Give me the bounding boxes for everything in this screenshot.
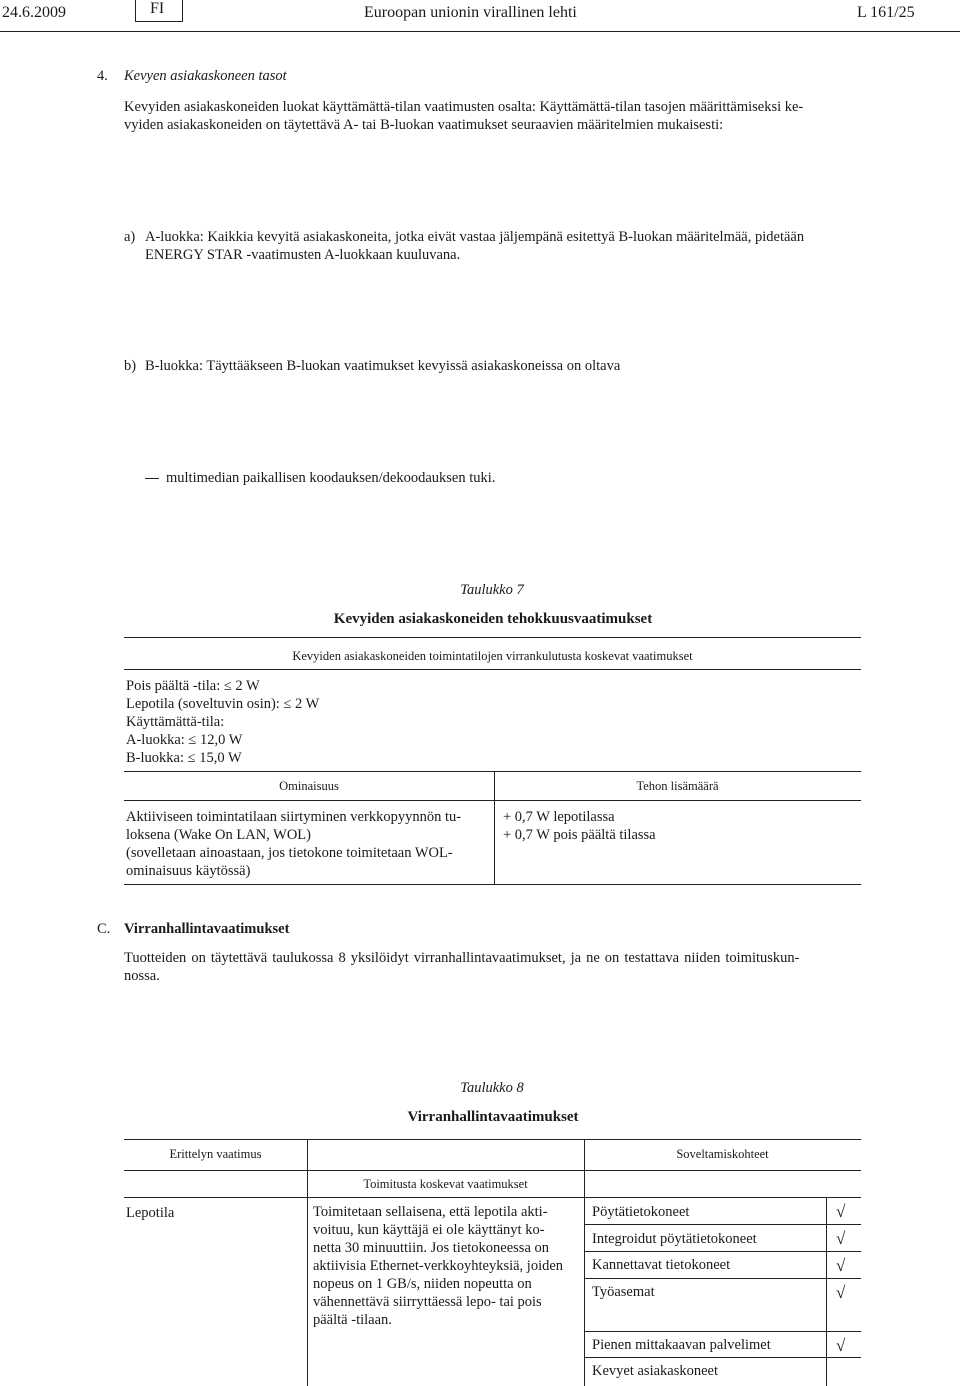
table7-limits-rule (124, 771, 861, 772)
journal-title: Euroopan unionin virallinen lehti (364, 4, 577, 21)
allowance-off: + 0,7 W pois päältä tilassa (503, 827, 656, 843)
section-c-letter: C. (97, 921, 111, 937)
section-c-line-2: nossa. (124, 968, 160, 984)
description-line-2: voituu, kun käyttäjä ei ole käyttänyt ko- (313, 1222, 545, 1238)
description-line-4: aktiivisia Ethernet-verkkoyhteyksiä, joiden (313, 1258, 564, 1274)
limit-class-a: A-luokka: ≤ 12,0 W (126, 732, 243, 748)
description-line-6: vähennettävä siirryttäessä lepo- tai pois (313, 1294, 542, 1310)
table7-header-rule (124, 669, 861, 670)
limit-sleep: Lepotila (soveltuvin osin): ≤ 2 W (126, 696, 320, 712)
page-reference: L 161/25 (857, 4, 915, 21)
target-check-5: √ (836, 1336, 846, 1355)
table7-feature-cell (126, 808, 488, 880)
section-title: Kevyen asiakaskoneen tasot (124, 68, 287, 84)
description-line-1: Toimitetaan sellaisena, että lepotila akti- (313, 1204, 548, 1220)
table7-limits (126, 677, 319, 767)
table8-row-label: Lepotila (126, 1205, 175, 1221)
table7-col-divider (494, 771, 495, 884)
table7-caption: Taulukko 7 (460, 582, 524, 598)
header-rule (0, 31, 960, 32)
table8-top-rule (124, 1139, 861, 1140)
table7-bottom-rule (124, 884, 861, 885)
dash-item-text: multimedian paikallisen koodauksen/dekoodauksen tuki. (166, 470, 496, 486)
table7-title: Kevyiden asiakaskoneiden tehokkuusvaatimukset (333, 611, 653, 627)
table8-description (313, 1203, 576, 1329)
table7-allowance-cell (503, 808, 656, 844)
limit-off: Pois päältä -tila: ≤ 2 W (126, 678, 260, 694)
page-header (0, 0, 960, 28)
target-name-5: Pienen mittakaavan palvelimet (592, 1337, 771, 1353)
description-line-5: nopeus on 1 GB/s, niiden nopeutta on (313, 1276, 532, 1292)
item-a-label: a) (124, 229, 136, 245)
table8-title: Virranhallintavaatimukset (407, 1109, 579, 1125)
table8-header-rule (124, 1170, 861, 1171)
target-name-2: Integroidut pöytätietokoneet (592, 1231, 757, 1247)
target-name-6: Kevyet asiakaskoneet (592, 1363, 719, 1379)
target-check-4: √ (836, 1283, 846, 1302)
target-name-4: Työasemat (592, 1284, 655, 1300)
target-rule-3 (584, 1278, 861, 1279)
target-rule-1 (584, 1224, 861, 1225)
feature-line-4: ominaisuus käytössä) (126, 863, 251, 879)
feature-line-3: (sovelletaan ainoastaan, jos tietokone toimitetaan WOL- (126, 845, 453, 861)
table8-subheader-rule (124, 1197, 861, 1198)
table7-header: Kevyiden asiakaskoneiden toimintatilojen virrankulutusta koskevat vaatimukset (292, 649, 693, 663)
limit-class-b: B-luokka: ≤ 15,0 W (126, 750, 242, 766)
target-check-3: √ (836, 1256, 846, 1275)
allowance-sleep: + 0,7 W lepotilassa (503, 809, 615, 825)
target-check-1: √ (836, 1202, 846, 1221)
item-a-line-2: ENERGY STAR -vaatimusten A-luokkaan kuuluvana. (145, 247, 461, 263)
intro-line-2: vyiden asiakaskoneiden on täytettävä A- tai B-luokan vaatimukset seuraavien määritelmien mukaisesti: (124, 117, 724, 133)
target-rule-5 (584, 1357, 861, 1358)
target-rule-4 (584, 1331, 861, 1332)
target-check-2: √ (836, 1229, 846, 1248)
feature-line-1: Aktiiviseen toimintatilaan siirtyminen verkkopyynnön tu- (126, 809, 462, 825)
item-a-line-1: A-luokka: Kaikkia kevyitä asiakaskoneita, jotka eivät vastaa jäljempänä esitettyä B-luokan määritelmää, pidetään (145, 229, 805, 245)
table8-divider-2 (584, 1139, 585, 1386)
item-b-label: b) (124, 358, 137, 374)
table7-top-rule (124, 637, 861, 638)
table8-caption: Taulukko 8 (460, 1080, 524, 1096)
header-date: 24.6.2009 (2, 4, 66, 21)
description-line-7: päältä -tilaan. (313, 1312, 392, 1328)
item-b-text: B-luokka: Täyttääkseen B-luokan vaatimukset kevyissä asiakaskoneissa on oltava (145, 358, 621, 374)
table8-subheader: Toimitusta koskevat vaatimukset (363, 1177, 528, 1191)
section-number: 4. (97, 68, 108, 84)
description-line-3: netta 30 minuuttiin. Jos tietokoneessa on (313, 1240, 550, 1256)
table7-col2-header: Tehon lisämäärä (636, 779, 719, 793)
target-rule-2 (584, 1251, 861, 1252)
language-badge: FI (135, 0, 183, 22)
section-c-line-1: Tuotteiden on täytettävä taulukossa 8 yksilöidyt virranhallintavaatimukset, ja ne on testattava niiden toimituskun- (124, 950, 800, 966)
table7-col1-header: Ominaisuus (279, 779, 339, 793)
target-name-1: Pöytätietokoneet (592, 1204, 690, 1220)
table7-colheader-rule (124, 800, 861, 801)
target-name-3: Kannettavat tietokoneet (592, 1257, 731, 1273)
table8-col1-header: Erittelyn vaatimus (169, 1147, 262, 1161)
intro-line-1: Kevyiden asiakaskoneiden luokat käyttämättä-tilan vaatimusten osalta: Käyttämättä-tilan tasojen määrittämiseksi ke- (124, 99, 804, 115)
feature-line-2: loksena (Wake On LAN, WOL) (126, 827, 311, 843)
table8-divider-1 (307, 1139, 308, 1386)
em-dash-mark (145, 478, 159, 479)
table8-col2-header: Soveltamiskohteet (676, 1147, 769, 1161)
section-c-title: Virranhallintavaatimukset (124, 921, 290, 937)
limit-idle-label: Käyttämättä-tila: (126, 714, 225, 730)
